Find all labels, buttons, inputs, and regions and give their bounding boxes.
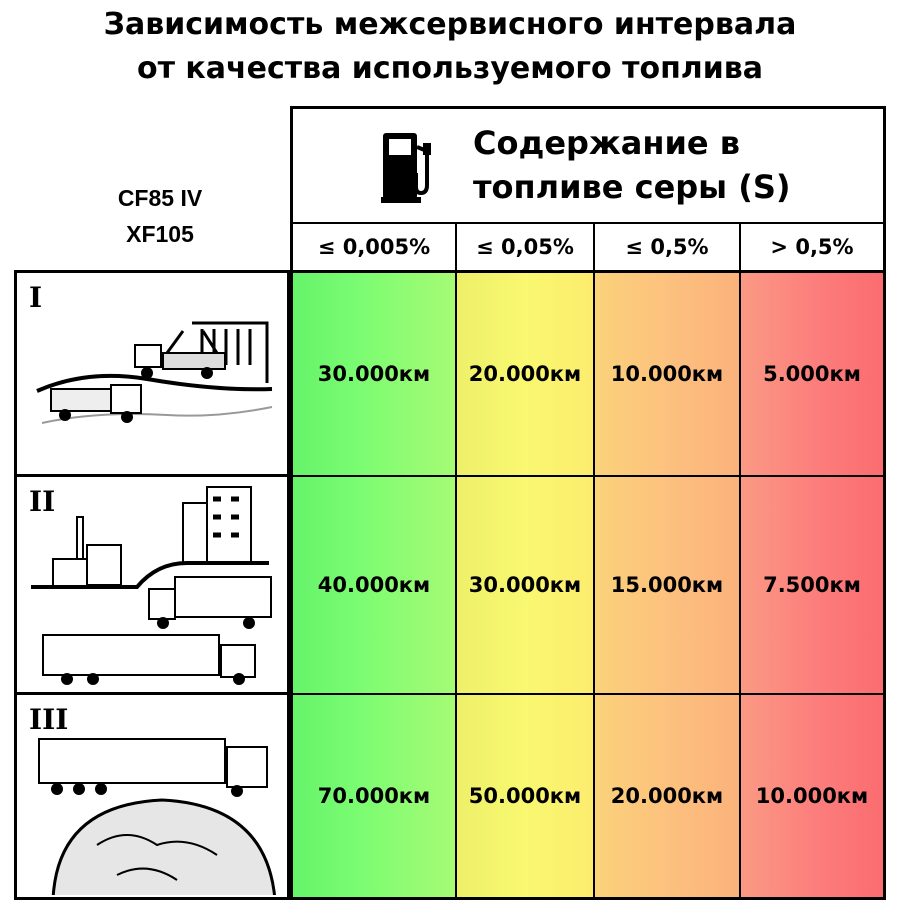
interval-1-4: 5.000км (741, 273, 886, 477)
category-1-illustration (14, 270, 290, 477)
threshold-1: ≤ 0,005% (290, 224, 457, 273)
category-1-label: I (29, 281, 43, 314)
interval-3-3: 20.000км (595, 695, 741, 900)
interval-2-4: 7.500км (741, 477, 886, 695)
category-3-illustration (14, 695, 290, 900)
threshold-2: ≤ 0,05% (457, 224, 595, 273)
interval-1-2: 20.000км (457, 273, 595, 477)
category-2-label: II (29, 485, 56, 518)
long-haul-globe-truck-icon (17, 695, 287, 895)
regional-distribution-trucks-icon (17, 477, 287, 687)
category-2-illustration (14, 477, 290, 695)
sulfur-content-header (290, 106, 886, 224)
interval-3-2: 50.000км (457, 695, 595, 900)
interval-3-1: 70.000км (290, 695, 457, 900)
interval-3-4: 10.000км (741, 695, 886, 900)
threshold-3: ≤ 0,5% (595, 224, 741, 273)
threshold-4: > 0,5% (741, 224, 886, 273)
header-text (473, 121, 791, 209)
interval-2-3: 15.000км (595, 477, 741, 695)
interval-2-2: 30.000км (457, 477, 595, 695)
construction-trucks-icon (17, 273, 287, 473)
header-line-2: топливе серы (S) (473, 168, 791, 206)
model-label-1: CF85 IV (117, 185, 203, 211)
category-3-label: III (29, 703, 69, 736)
fuel-pump-icon (381, 129, 435, 205)
page-title-line-1: Зависимость межсервисного интервала (103, 7, 797, 42)
interval-1-1: 30.000км (290, 273, 457, 477)
interval-2-1: 40.000км (290, 477, 457, 695)
model-label-2: XF105 (126, 221, 194, 247)
header-line-1: Содержание в (473, 124, 740, 162)
page-title-line-2: от качества используемого топлива (136, 51, 764, 86)
interval-1-3: 10.000км (595, 273, 741, 477)
